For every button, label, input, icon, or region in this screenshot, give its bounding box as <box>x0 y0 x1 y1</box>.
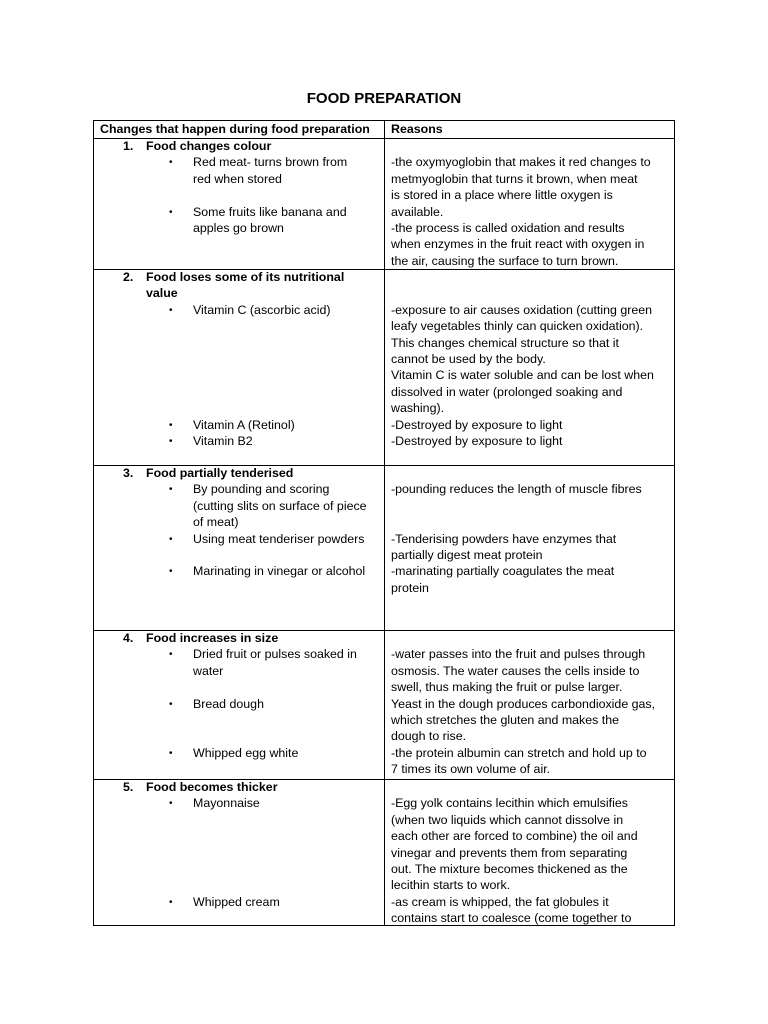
item-text: Red meat- turns brown from <box>193 155 348 170</box>
section-title: Food loses some of its nutritional <box>146 270 345 284</box>
bullet-icon: • <box>169 533 173 545</box>
item-text: Marinating in vinegar or alcohol <box>193 564 366 579</box>
item-text: water <box>193 663 224 678</box>
section-title: Food changes colour <box>146 139 272 153</box>
reason-text: is stored in a place where little oxygen is <box>391 188 613 203</box>
bullet-icon: • <box>169 419 173 431</box>
food-preparation-table <box>93 120 675 926</box>
reason-text: vinegar and prevents them from separating <box>391 845 628 860</box>
reason-text: -the protein albumin can stretch and hold up to <box>391 745 647 760</box>
item-text: Using meat tenderiser powders <box>193 531 365 546</box>
section-title: Food increases in size <box>146 631 279 645</box>
reason-text: -Tenderising powders have enzymes that <box>391 531 617 546</box>
reason-text: -the process is called oxidation and results <box>391 221 625 235</box>
reason-text: -as cream is whipped, the fat globules it <box>391 894 609 909</box>
item-text: Mayonnaise <box>193 796 260 811</box>
item-text: Some fruits like banana and <box>193 204 347 219</box>
reason-text: available. <box>391 204 444 219</box>
bullet-icon: • <box>169 649 173 661</box>
reason-text: -Destroyed by exposure to light <box>391 434 563 448</box>
reason-text: -exposure to air causes oxidation (cutting green <box>391 302 653 317</box>
reason-text: -Egg yolk contains lecithin which emulsifies <box>391 796 628 811</box>
bullet-icon: • <box>169 566 173 578</box>
item-text: apples go brown <box>193 221 284 235</box>
reason-text: which stretches the gluten and makes the <box>391 713 619 727</box>
reason-text: out. The mixture becomes thickened as the <box>391 862 628 876</box>
reason-text: osmosis. The water causes the cells inside to <box>391 663 640 678</box>
reason-text: cannot be used by the body. <box>391 352 546 366</box>
item-text: Bread dough <box>193 696 264 711</box>
reason-text: partially digest meat protein <box>391 548 543 562</box>
bullet-icon: • <box>169 798 173 810</box>
item-text: By pounding and scoring <box>193 482 330 497</box>
section-number: 5. <box>123 780 134 794</box>
reason-text: Vitamin C is water soluble and can be lost when <box>391 368 654 383</box>
reason-text: leafy vegetables thinly can quicken oxidation). <box>391 319 644 334</box>
reason-text: -pounding reduces the length of muscle fibres <box>391 482 642 497</box>
bullet-icon: • <box>169 698 173 710</box>
reason-text: This changes chemical structure so that it <box>391 335 619 350</box>
reason-text: -Destroyed by exposure to light <box>391 417 563 432</box>
section-title: Food partially tenderised <box>146 466 294 480</box>
page-title: FOOD PREPARATION <box>306 90 462 107</box>
reason-text: the air, causing the surface to turn brown. <box>391 253 619 268</box>
reason-text: dough to rise. <box>391 729 467 744</box>
bullet-icon: • <box>169 436 173 447</box>
section-title: value <box>146 286 178 301</box>
item-text: red when stored <box>193 171 282 186</box>
reason-text: -water passes into the fruit and pulses through <box>391 647 646 662</box>
bullet-icon: • <box>169 206 173 218</box>
section-number: 2. <box>123 270 134 284</box>
column-divider <box>384 121 385 925</box>
item-text: Dried fruit or pulses soaked in <box>193 647 357 662</box>
section-number: 1. <box>123 139 134 153</box>
header-changes: Changes that happen during food preparation <box>100 122 370 136</box>
reason-text: dissolved in water (prolonged soaking and <box>391 384 623 399</box>
item-text: of meat) <box>193 515 239 530</box>
section-title: Food becomes thicker <box>146 780 278 794</box>
bullet-icon: • <box>169 304 173 316</box>
bullet-icon: • <box>169 747 173 759</box>
item-text: Vitamin C (ascorbic acid) <box>193 302 331 317</box>
section-number: 3. <box>123 466 134 480</box>
item-text: (cutting slits on surface of piece <box>193 498 367 513</box>
bullet-icon: • <box>169 157 173 169</box>
reason-text: -marinating partially coagulates the meat <box>391 564 615 579</box>
section-number: 4. <box>123 631 134 645</box>
reason-text: metmyoglobin that turns it brown, when meat <box>391 171 638 186</box>
reason-text: -the oxymyoglobin that makes it red changes to <box>391 155 651 170</box>
bullet-icon: • <box>169 484 173 496</box>
reason-text: Yeast in the dough produces carbondioxide gas, <box>391 696 656 711</box>
item-text: Whipped egg white <box>193 745 299 760</box>
reason-text: lecithin starts to work. <box>391 878 511 893</box>
reason-text: when enzymes in the fruit react with oxygen in <box>391 237 645 252</box>
item-text: Vitamin A (Retinol) <box>193 417 295 432</box>
reason-text: (when two liquids which cannot dissolve in <box>391 812 624 827</box>
reason-text: swell, thus making the fruit or pulse larger. <box>391 680 623 695</box>
header-reasons: Reasons <box>391 122 443 136</box>
reason-text: washing). <box>391 401 445 416</box>
reason-text: each other are forced to combine) the oil and <box>391 829 638 844</box>
reason-text: 7 times its own volume of air. <box>391 762 551 777</box>
item-text: Vitamin B2 <box>193 434 253 448</box>
bullet-icon: • <box>169 896 173 908</box>
reason-text: contains start to coalesce (come together to <box>391 911 632 926</box>
reason-text: protein <box>391 580 429 595</box>
item-text: Whipped cream <box>193 894 280 909</box>
